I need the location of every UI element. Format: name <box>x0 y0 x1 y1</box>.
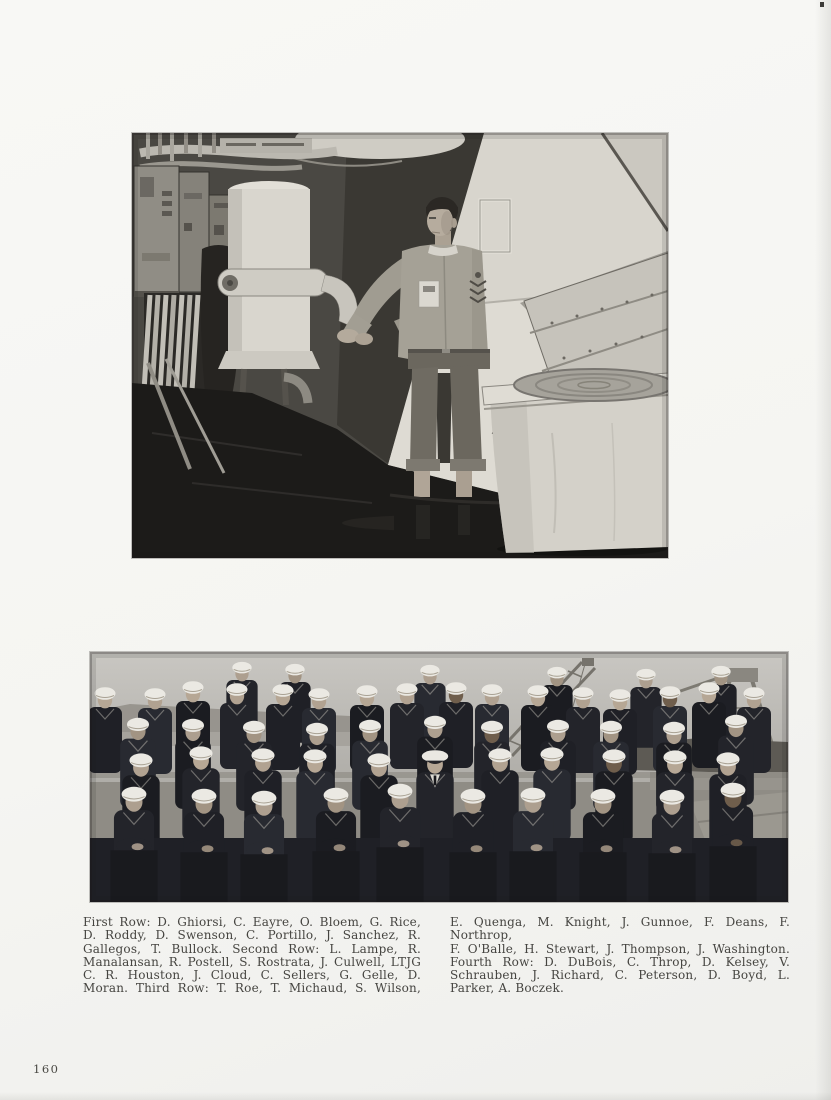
caption-line: Manalansan, R. Postell, S. Rostrata, J. Culwell, LTJG <box>83 954 421 969</box>
caption-line: First Row: D. Ghiorsi, C. Eayre, O. Bloem, G. Rice, <box>83 915 421 929</box>
caption-column-left <box>83 916 421 996</box>
caption-line: Schrauben, J. Richard, C. Peterson, D. Boyd, L. <box>450 968 790 983</box>
caption-line: D. Roddy, D. Swenson, C. Portillo, J. Sanchez, R. <box>83 928 421 943</box>
caption-line: Moran. Third Row: T. Roe, T. Michaud, S. Wilson, <box>83 981 421 996</box>
caption-line: Fourth Row: D. DuBois, C. Throp, D. Kelsey, V. <box>450 954 790 969</box>
caption-line: F. O'Balle, H. Stewart, J. Thompson, J. Washington. <box>450 941 790 956</box>
caption-column-right <box>450 916 790 996</box>
caption-line: Parker, A. Boczek. <box>450 981 565 996</box>
page-edge-shade <box>0 1092 831 1100</box>
page-number: 160 <box>33 1062 60 1076</box>
scan-speck <box>820 2 824 7</box>
caption-line: E. Quenga, M. Knight, J. Gunnoe, F. Deans, F. Northrop, <box>450 915 790 943</box>
top-photo-illustration <box>132 133 668 558</box>
laundry-tub <box>482 369 668 556</box>
page-edge-shade <box>815 0 831 1100</box>
group-photo-illustration <box>90 652 788 902</box>
group-photo <box>90 652 788 902</box>
caption-line: Gallegos, T. Bullock. Second Row: L. Lampe, R. <box>83 941 421 956</box>
caption-line: C. R. Houston, J. Cloud, C. Sellers, G. Gelle, D. <box>83 968 421 983</box>
top-photo <box>132 133 668 558</box>
